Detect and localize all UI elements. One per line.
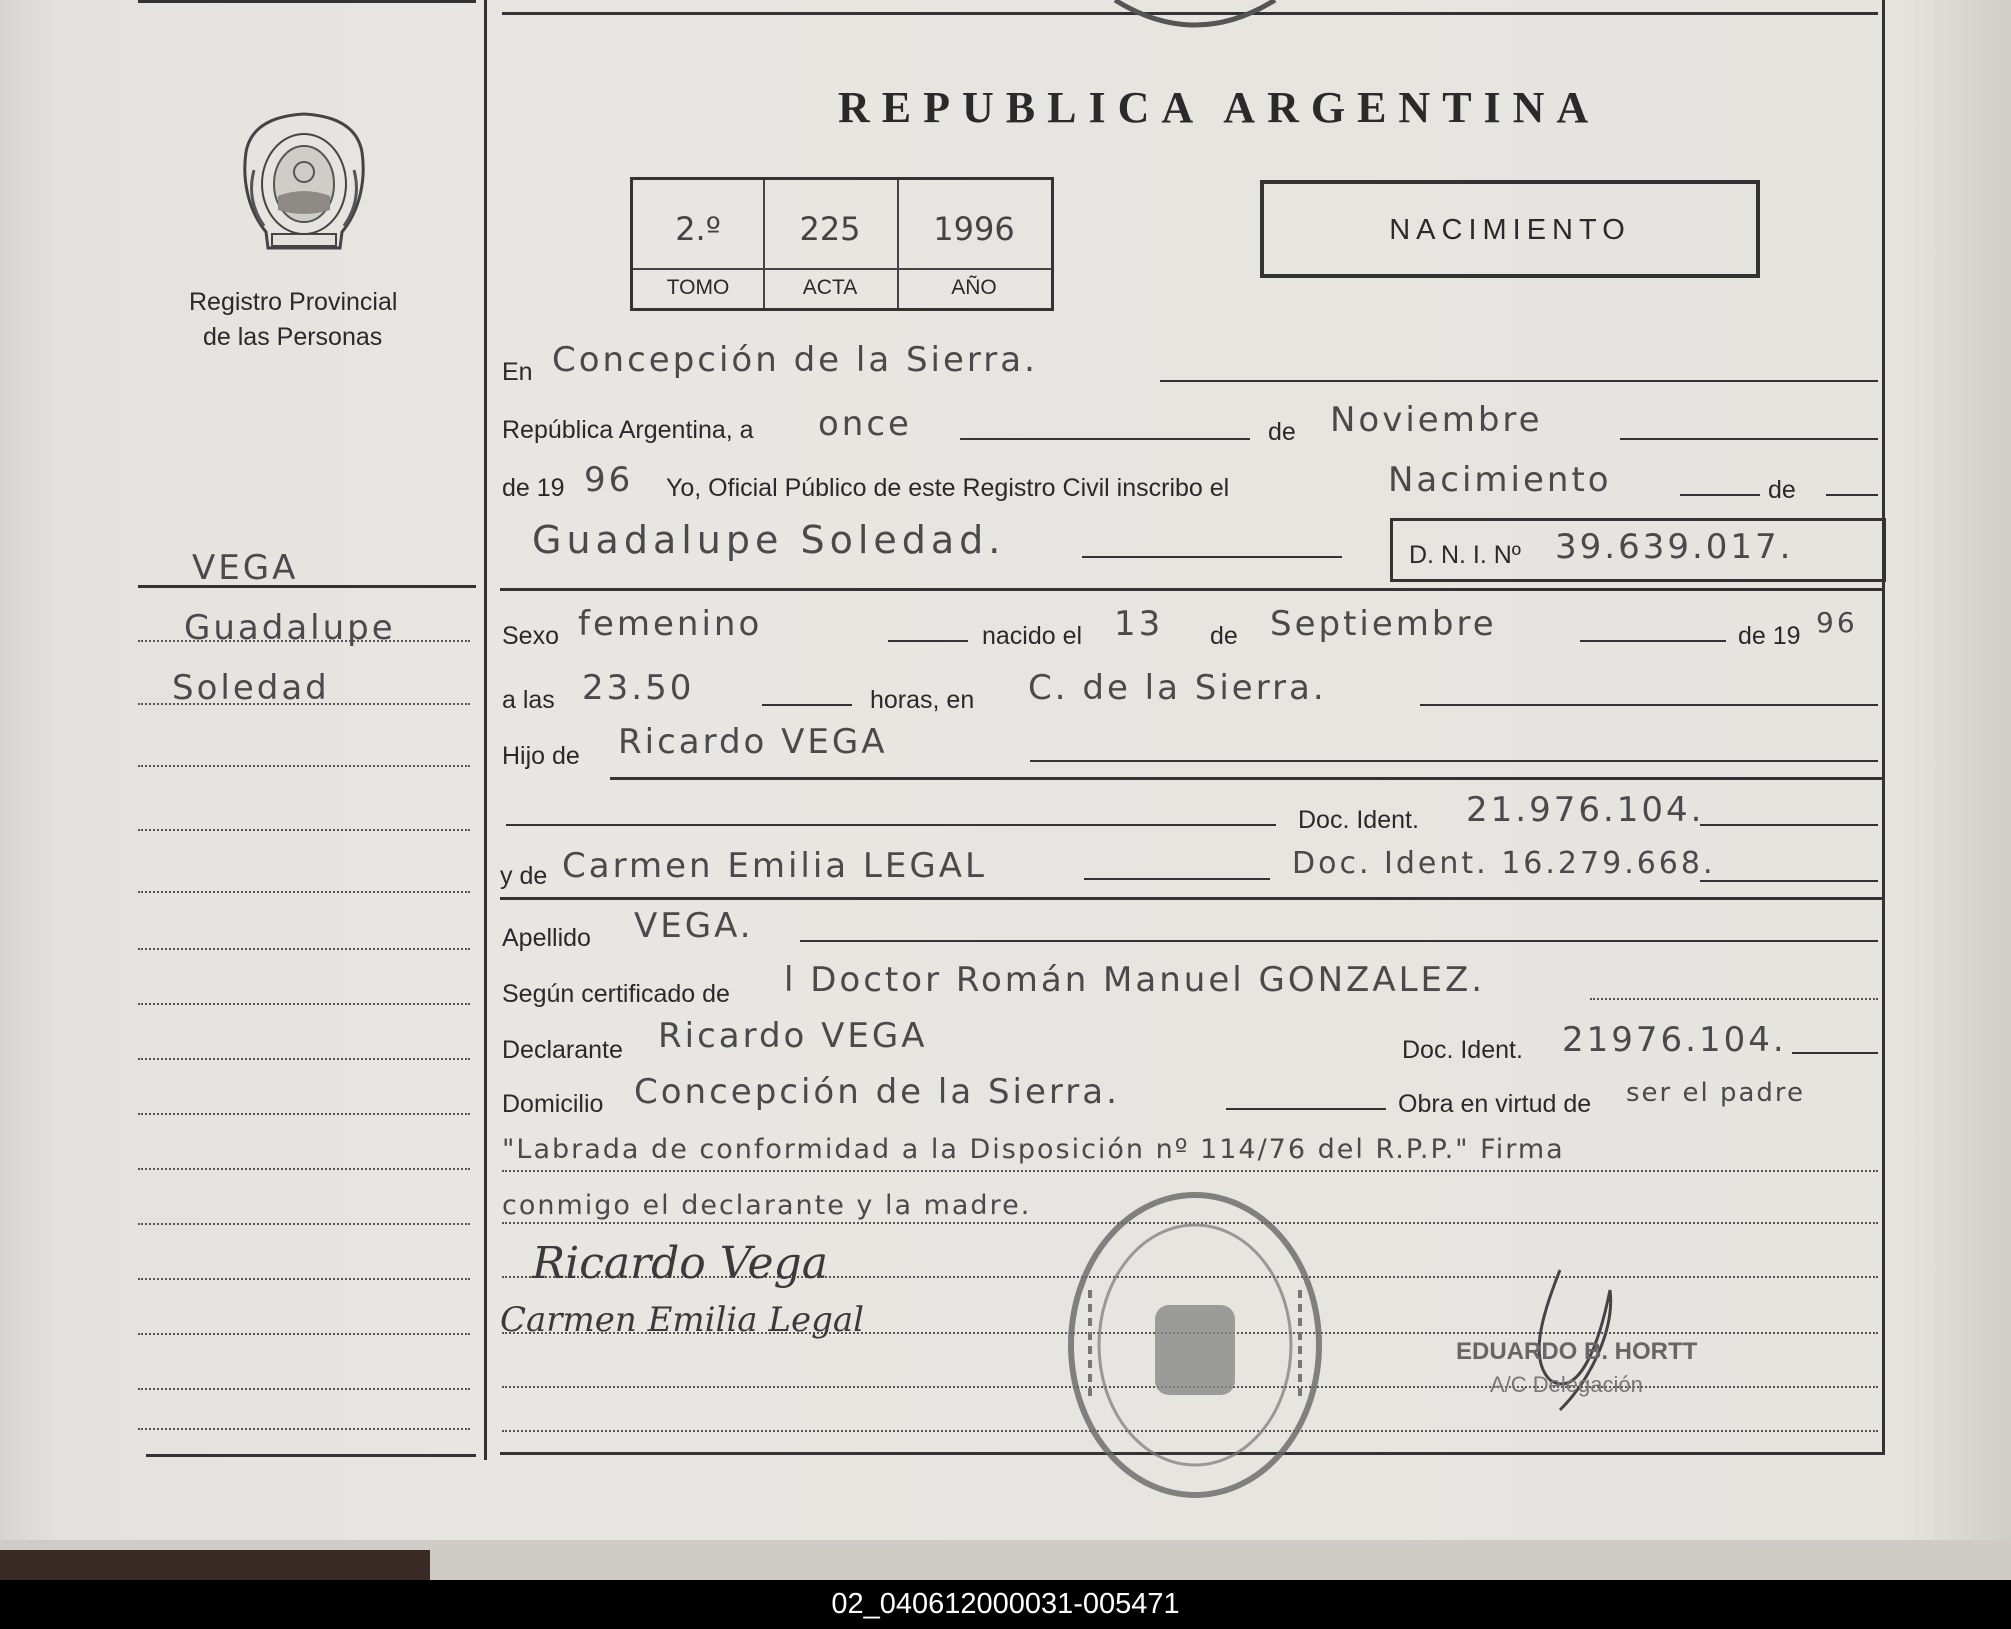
- apellido-label: Apellido: [502, 924, 591, 952]
- registered-name: Guadalupe Soledad.: [532, 518, 1006, 562]
- yo-text: Yo, Oficial Público de este Registro Civil inscribo el: [666, 474, 1230, 502]
- domicilio-label: Domicilio: [502, 1090, 604, 1118]
- margin-line: [138, 1223, 470, 1225]
- registry-box: [630, 177, 1054, 311]
- fill-line: [888, 640, 968, 642]
- margin-bottom-rule: [146, 1454, 476, 1457]
- hijo-label: Hijo de: [502, 742, 580, 770]
- declarante-label: Declarante: [502, 1036, 623, 1064]
- sexo-value: femenino: [578, 604, 763, 644]
- fill-line: [762, 704, 852, 706]
- fill-line: [1084, 878, 1270, 880]
- alas-label: a las: [502, 686, 555, 714]
- de-label2: de: [1768, 476, 1796, 504]
- de19-label: de 19: [502, 474, 565, 502]
- margin-line: [138, 1278, 470, 1280]
- note-line: [502, 1170, 1878, 1172]
- note-line1: "Labrada de conformidad a la Disposición nº 114/76 del R.P.P." Firma: [502, 1134, 1565, 1165]
- margin-line: [138, 1333, 470, 1335]
- anio-label: AÑO: [951, 276, 997, 299]
- right-border: [1882, 0, 1885, 1455]
- nacido-label: nacido el: [982, 622, 1083, 650]
- fill-line: [1792, 1052, 1878, 1054]
- margin-line: [138, 948, 470, 950]
- margin-name1: Guadalupe: [184, 608, 396, 648]
- act-type-box: [1260, 180, 1760, 278]
- note-line2: conmigo el declarante y la madre.: [502, 1190, 1032, 1221]
- republica-label: República Argentina, a: [502, 416, 754, 444]
- fill-line: [1580, 640, 1726, 642]
- margin-line: [138, 1428, 470, 1430]
- acta-label: ACTA: [802, 276, 858, 299]
- margin-line: [138, 703, 470, 705]
- year-value: 96: [584, 460, 634, 500]
- mother-signature: Carmen Emilia Legal: [500, 1300, 864, 1340]
- day-value: once: [818, 404, 912, 444]
- yde-label: y de: [500, 862, 548, 890]
- section-rule-2: [610, 777, 1885, 780]
- left-top-rule: [138, 0, 476, 3]
- fill-line: [1226, 1108, 1386, 1110]
- margin-rule: [138, 585, 476, 588]
- acta-cell: [765, 180, 899, 308]
- tomo-value: 2.º: [675, 210, 721, 248]
- registry-divider: [633, 268, 1051, 270]
- office-name-line1: Registro Provincial: [189, 288, 398, 316]
- inscribo-value: Nacimiento: [1388, 460, 1612, 500]
- anio-cell: [899, 180, 1051, 308]
- margin-line: [138, 765, 470, 767]
- mother-value: Carmen Emilia LEGAL: [562, 846, 987, 886]
- officer-title: A/C Delegación: [1490, 1372, 1643, 1397]
- apellido-value: VEGA.: [634, 906, 754, 946]
- fill-line: [1030, 760, 1878, 762]
- province-seal-icon: [238, 110, 370, 256]
- father-doc: 21.976.104.: [1466, 790, 1705, 830]
- fill-line: [1590, 998, 1878, 1000]
- obra-label: Obra en virtud de: [1398, 1090, 1592, 1118]
- en-value: Concepción de la Sierra.: [552, 340, 1038, 380]
- margin-surname: VEGA: [192, 548, 299, 588]
- fill-line: [960, 438, 1250, 440]
- section-rule-1: [500, 588, 1885, 591]
- margin-line: [138, 1003, 470, 1005]
- fill-line: [1700, 824, 1878, 826]
- sexo-label: Sexo: [502, 622, 559, 650]
- margin-line: [138, 829, 470, 831]
- tomo-label: TOMO: [666, 276, 730, 299]
- margin-line: [138, 1113, 470, 1115]
- section-rule-3: [500, 897, 1885, 900]
- domicilio-value: Concepción de la Sierra.: [634, 1072, 1120, 1112]
- birth-year: 96: [1816, 606, 1858, 639]
- segun-value: l Doctor Román Manuel GONZALEZ.: [784, 960, 1486, 1000]
- margin-name2: Soledad: [172, 668, 330, 708]
- act-type-label: NACIMIENTO: [1389, 214, 1631, 246]
- doc-ident-label2: Doc. Ident.: [1402, 1036, 1523, 1064]
- doc-ident-label: Doc. Ident.: [1298, 806, 1419, 834]
- margin-line: [138, 1168, 470, 1170]
- dni-value: 39.639.017.: [1555, 527, 1794, 567]
- fill-line: [1420, 704, 1878, 706]
- fill-line: [1826, 494, 1878, 496]
- margin-line: [138, 891, 470, 893]
- tomo-cell: [633, 180, 765, 308]
- birth-month: Septiembre: [1270, 604, 1497, 644]
- birth-day: 13: [1114, 604, 1164, 644]
- fill-line: [1160, 380, 1878, 382]
- segun-label: Según certificado de: [502, 980, 730, 1008]
- month-value: Noviembre: [1330, 400, 1543, 440]
- fill-line: [800, 940, 1878, 942]
- file-id-bar: 02_040612000031-005471: [0, 1580, 2011, 1629]
- de-label: de: [1268, 418, 1296, 446]
- officer-name: EDUARDO B. HORTT: [1456, 1338, 1698, 1365]
- dni-box: [1390, 518, 1886, 582]
- official-stamp-icon: [1060, 1180, 1330, 1510]
- obra-value: ser el padre: [1626, 1078, 1806, 1108]
- country-title: REPUBLICA ARGENTINA: [838, 83, 1601, 132]
- acta-value: 225: [799, 210, 861, 248]
- fill-line: [1680, 494, 1760, 496]
- margin-line: [138, 1388, 470, 1390]
- place-value: C. de la Sierra.: [1028, 668, 1327, 708]
- de-label3: de: [1210, 622, 1238, 650]
- office-name-line2: de las Personas: [203, 323, 383, 351]
- background-surface: [0, 1550, 430, 1580]
- en-label: En: [502, 358, 533, 386]
- fill-line: [1700, 880, 1878, 882]
- fill-line: [506, 824, 1276, 826]
- margin-line: [138, 640, 470, 642]
- father-signature: Ricardo Vega: [532, 1238, 828, 1289]
- mother-doc: Doc. Ident. 16.279.668.: [1292, 846, 1716, 881]
- father-value: Ricardo VEGA: [618, 722, 888, 762]
- declarante-value: Ricardo VEGA: [658, 1016, 928, 1056]
- de19-label2: de 19: [1738, 622, 1801, 650]
- fill-line: [1620, 438, 1878, 440]
- hour-value: 23.50: [582, 668, 695, 708]
- emblem-fragment-icon: [1110, 0, 1280, 30]
- dni-label: D. N. I. Nº: [1409, 541, 1521, 569]
- horas-label: horas, en: [870, 686, 975, 714]
- declarante-doc: 21976.104.: [1562, 1020, 1787, 1060]
- margin-line: [138, 1058, 470, 1060]
- column-divider: [484, 0, 487, 1460]
- fill-line: [1082, 556, 1342, 558]
- anio-value: 1996: [933, 210, 1015, 248]
